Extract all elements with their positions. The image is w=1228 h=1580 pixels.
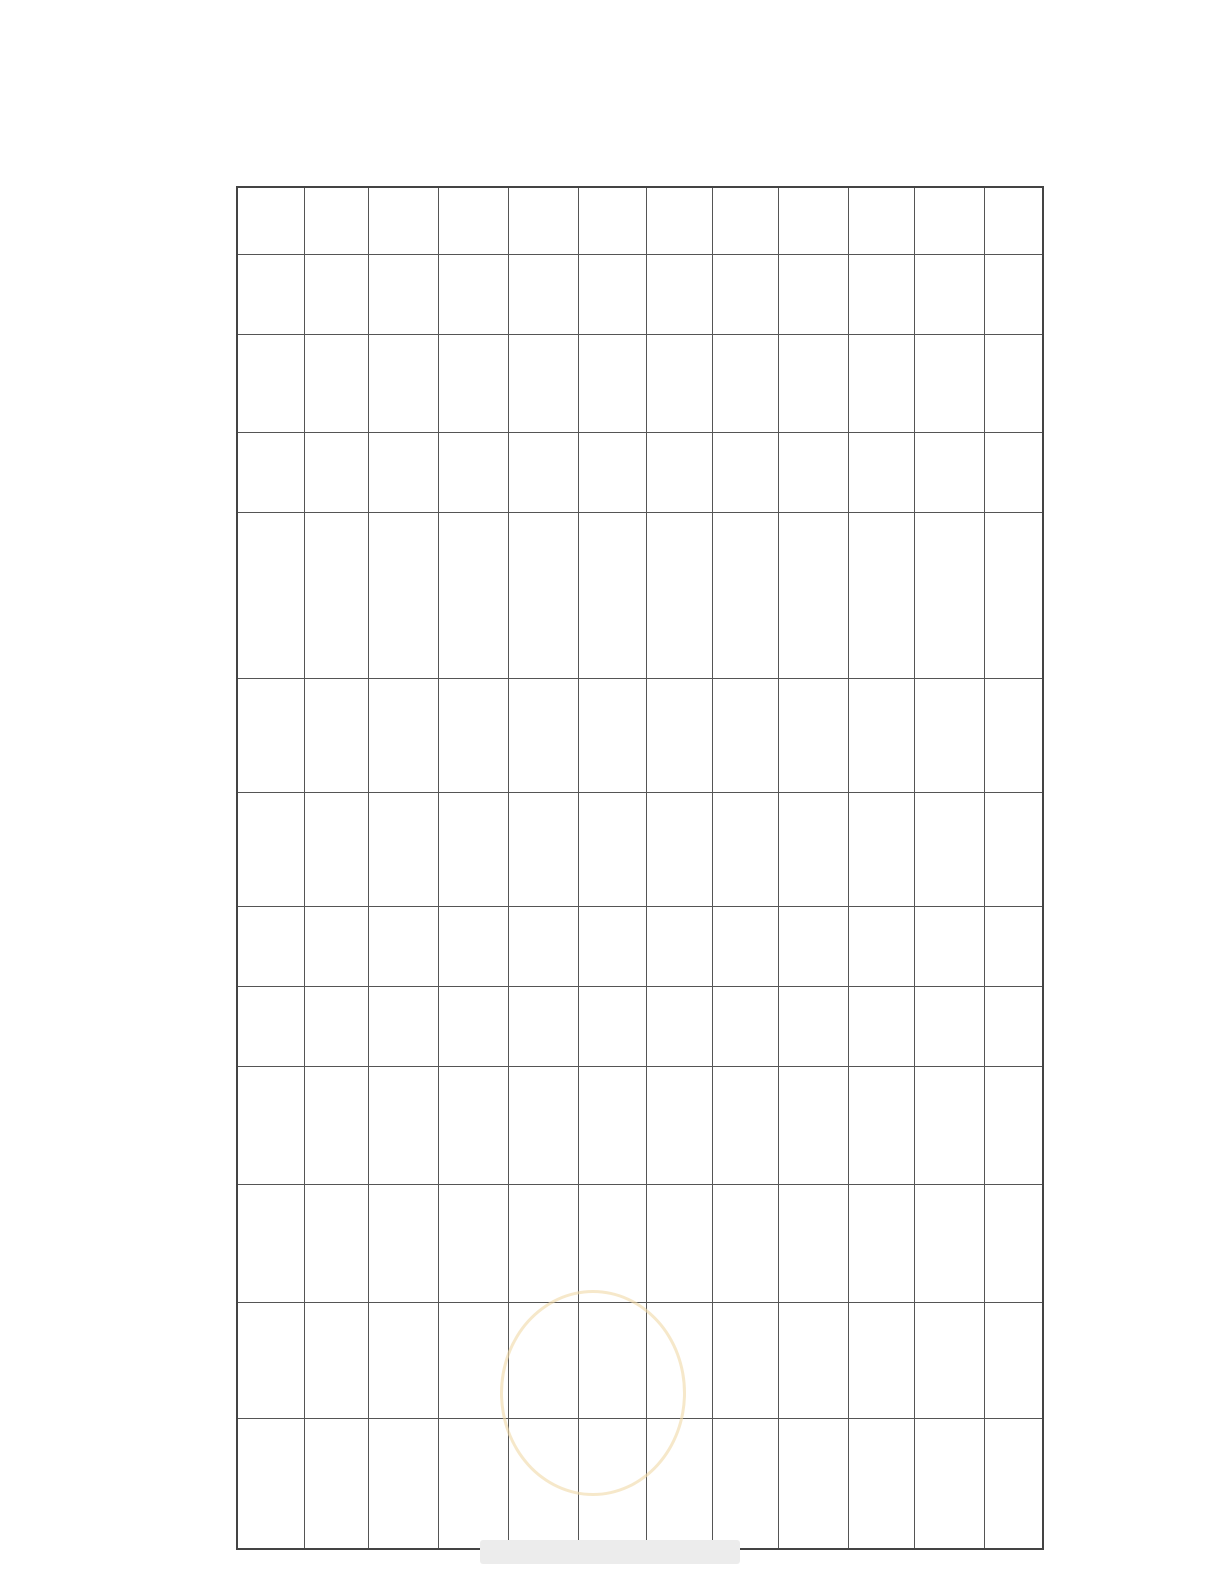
grid-line bbox=[984, 188, 985, 1548]
grid-line bbox=[238, 792, 1042, 793]
grid-line bbox=[238, 678, 1042, 679]
logo-watermark bbox=[500, 1290, 686, 1496]
grid-line bbox=[238, 334, 1042, 335]
site-watermark bbox=[480, 1540, 740, 1564]
grid-line bbox=[238, 1184, 1042, 1185]
grid-line bbox=[304, 188, 305, 1548]
grid-line bbox=[508, 188, 509, 1548]
grid-line bbox=[914, 188, 915, 1548]
grid-line bbox=[368, 188, 369, 1548]
grid-line bbox=[438, 188, 439, 1548]
grid-line bbox=[238, 1302, 1042, 1303]
grid-line bbox=[848, 188, 849, 1548]
grid-line bbox=[712, 188, 713, 1548]
grid-line bbox=[238, 986, 1042, 987]
grid-line bbox=[238, 512, 1042, 513]
grid-line bbox=[238, 1066, 1042, 1067]
grid-line bbox=[238, 254, 1042, 255]
grid-line bbox=[778, 188, 779, 1548]
grid-line bbox=[238, 906, 1042, 907]
grid-line bbox=[238, 432, 1042, 433]
